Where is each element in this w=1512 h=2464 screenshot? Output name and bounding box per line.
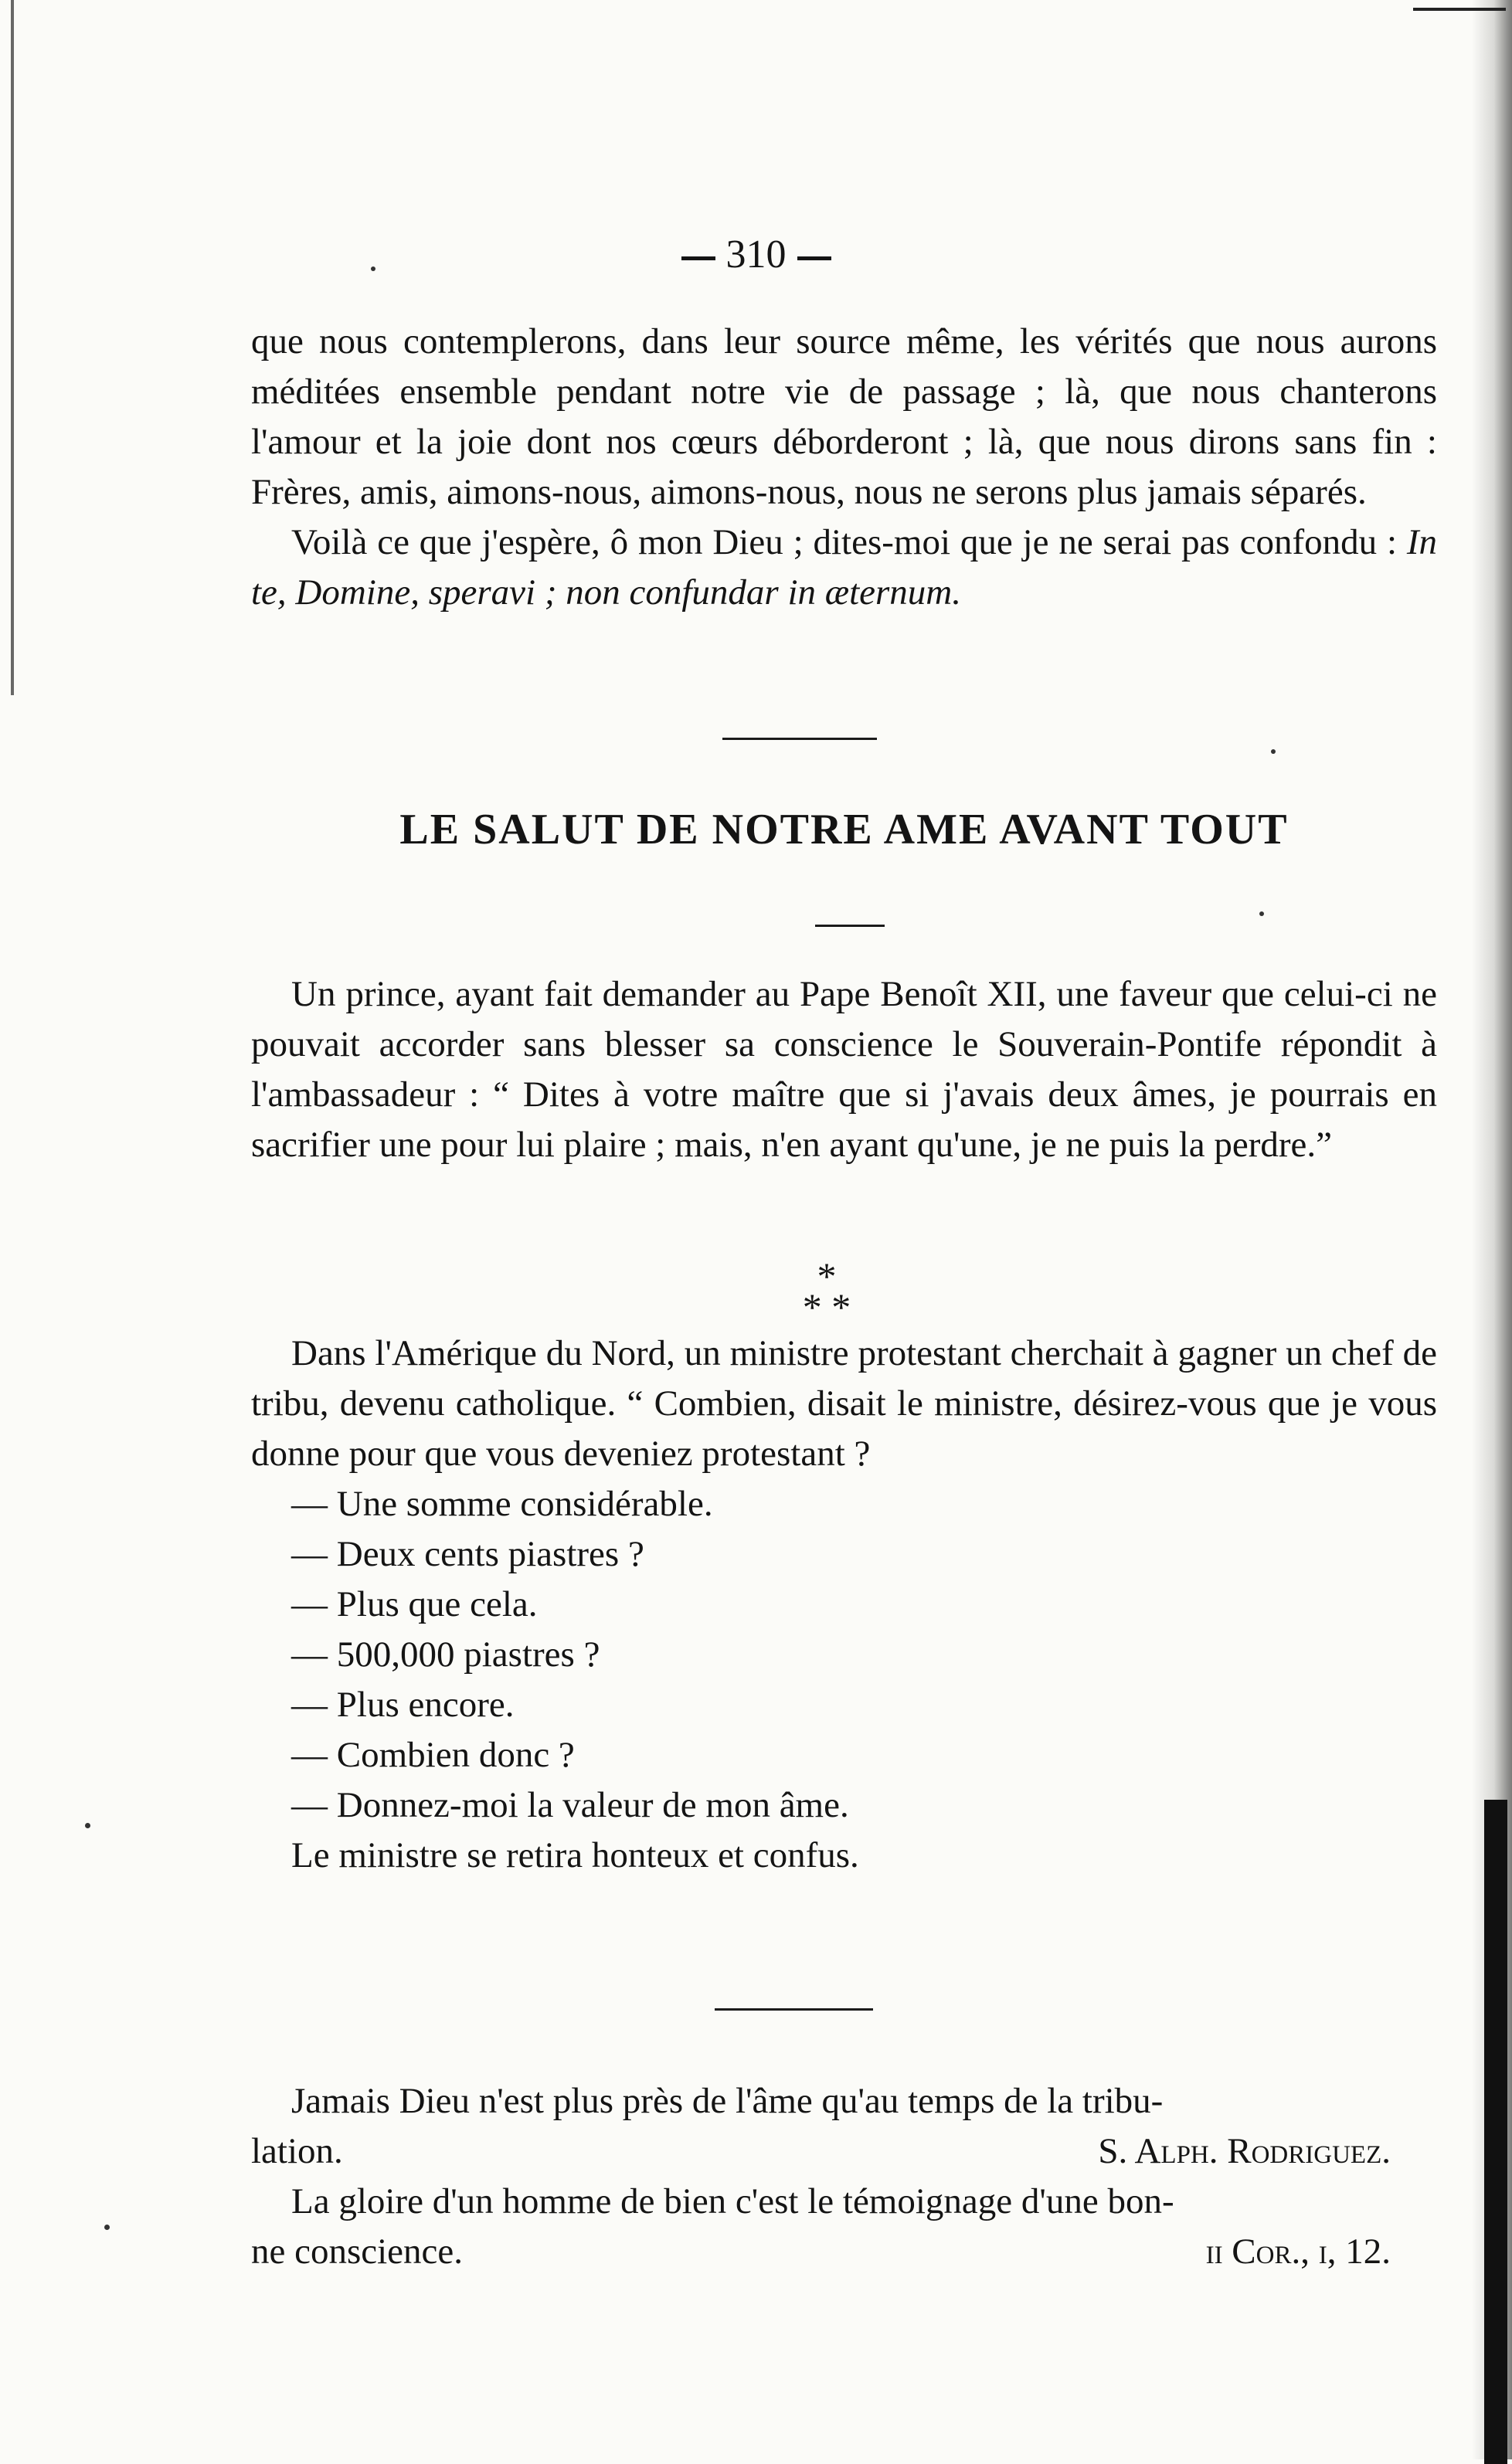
section-separator-top xyxy=(722,738,877,740)
asterism: * * * xyxy=(802,1254,851,1329)
dialogue-line: — Combien donc ? xyxy=(291,1735,575,1775)
intro-paragraph-1: que nous contemplerons, dans leur source même, les vérités que nous aurons méditées ensemble pendant notre vie de passage ; là, que nous chanterons l'amour et la joie dont nos cœurs déborderont ; là, que nous dirons sans fin : Frères, amis, aimons-nous, aimons-nous, nous ne serons plus jamais séparés. xyxy=(251,321,1437,512)
latin-quote: In te, Domine, speravi ; non confundar in æternum. xyxy=(251,522,1437,613)
dialogue-line: — Deux cents piastres ? xyxy=(291,1534,644,1574)
dialogue-line: — Donnez-moi la valeur de mon âme. xyxy=(291,1785,849,1825)
dialogue-line: — 500,000 piastres ? xyxy=(291,1634,600,1675)
quote-1-line-1: Jamais Dieu n'est plus près de l'âme qu'au temps de la tribu- xyxy=(291,2081,1164,2121)
anecdote-2 xyxy=(251,1329,1437,1881)
conclusion: Le ministre se retira honteux et confus. xyxy=(291,1835,859,1875)
anecdote-2-text: Dans l'Amérique du Nord, un ministre protestant cherchait à gagner un chef de tribu, devenu catholique. “ Combien, disait le ministre, désirez-vous que je vous donne pour que vous deveniez protestant ? xyxy=(251,1333,1437,1474)
quotes xyxy=(251,2076,1437,2277)
ink-speck xyxy=(1271,749,1276,754)
quote-1-attribution-row xyxy=(251,2126,1437,2177)
page-number xyxy=(0,232,1512,277)
anecdote-1 xyxy=(251,969,1437,1170)
ink-speck xyxy=(104,2225,110,2230)
quote-1-source: S. Alph. Rodriguez. xyxy=(1098,2131,1391,2171)
ink-speck xyxy=(85,1823,90,1828)
dialogue-line: — Plus encore. xyxy=(291,1685,515,1725)
intro-paragraph-2-text: Voilà ce que j'espère, ô mon Dieu ; dites-moi que je ne serai pas confondu : xyxy=(291,522,1407,562)
page-edge-bottom-mark xyxy=(1484,1800,1507,2464)
quote-1-line-2: lation. xyxy=(251,2131,343,2171)
ink-speck xyxy=(1259,911,1264,916)
anecdote-1-text: Un prince, ayant fait demander au Pape Benoît XII, une faveur que celui-ci ne pouvait accorder sans blesser sa conscience le Souverain-Pontife répondit à l'ambassadeur : “ Dites à votre maître que si j'avais deux âmes, je pourrais en sacrifier une pour lui plaire ; mais, n'en ayant qu'une, je ne puis la perdre.” xyxy=(251,974,1437,1165)
quote-2-source: ii Cor., i, 12. xyxy=(1205,2232,1391,2272)
page-number-dash-left xyxy=(681,256,715,260)
section-title: LE SALUT DE NOTRE AME AVANT TOUT xyxy=(399,806,1289,854)
page-number-text: 310 xyxy=(725,232,787,277)
quote-2-attribution-row xyxy=(251,2227,1437,2277)
page-edge-left xyxy=(11,0,14,695)
intro-text xyxy=(251,317,1437,618)
quote-2-line-2: ne conscience. xyxy=(251,2232,464,2272)
dialogue-line: — Une somme considérable. xyxy=(291,1484,713,1524)
section-separator-bottom xyxy=(715,2008,873,2011)
quote-2-line-1: La gloire d'un homme de bien c'est le témoignage d'une bon- xyxy=(291,2181,1174,2221)
page-edge-top-mark xyxy=(1413,8,1506,11)
title-underline xyxy=(815,925,885,927)
intro-paragraph-2 xyxy=(251,518,1437,618)
page-number-dash-right xyxy=(797,256,831,260)
dialogue-line: — Plus que cela. xyxy=(291,1584,538,1624)
